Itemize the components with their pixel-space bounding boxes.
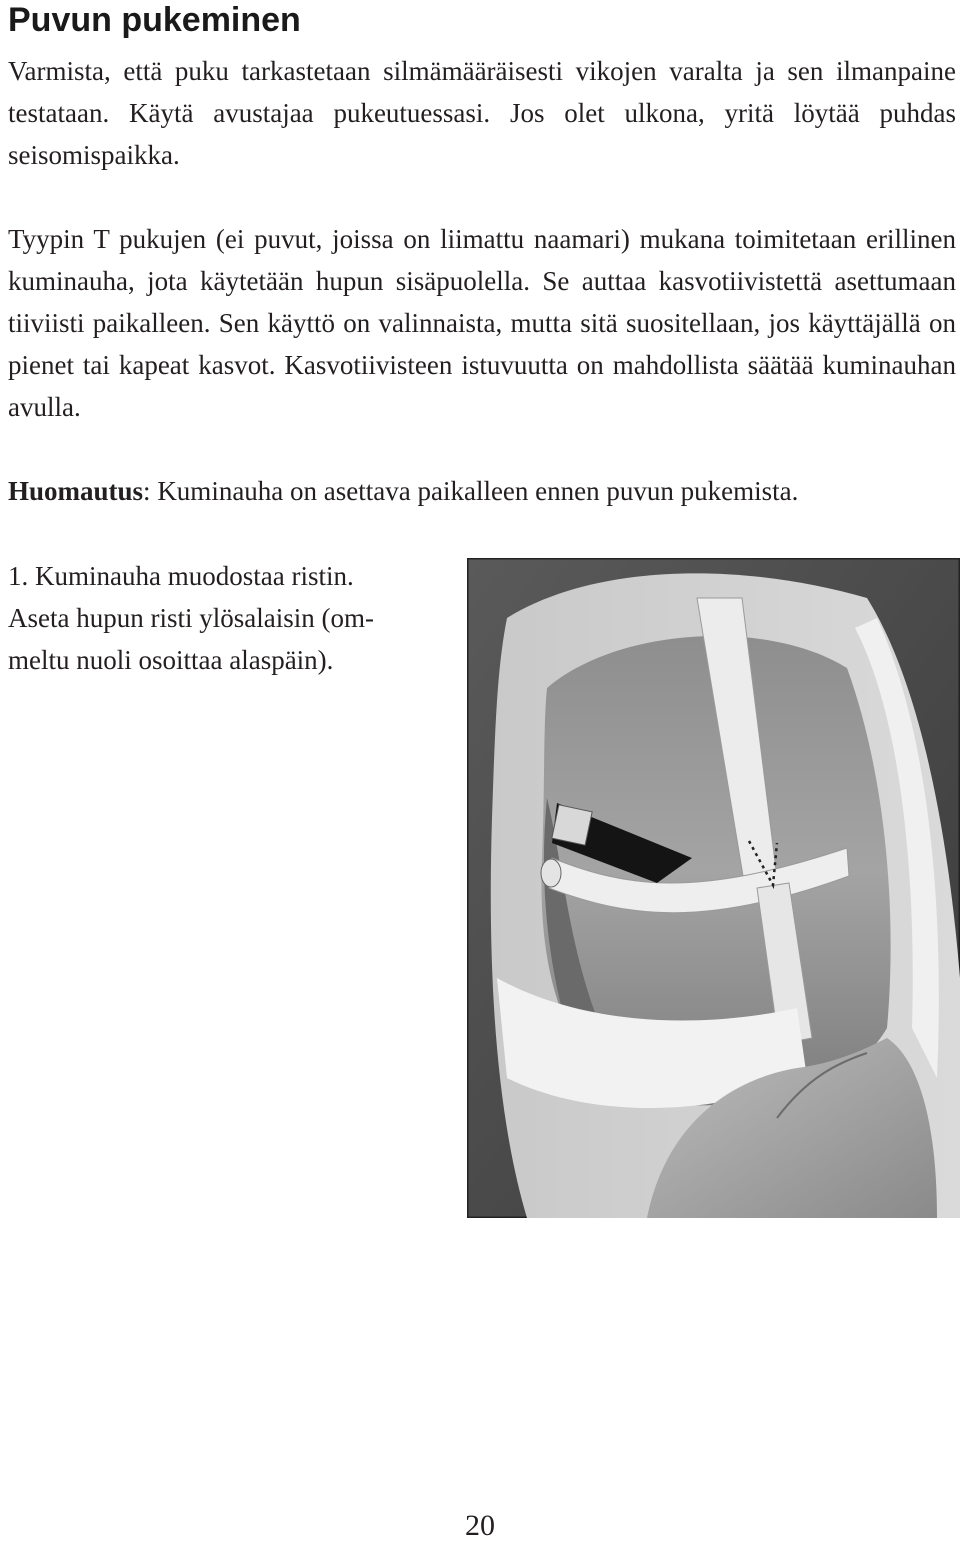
hood-interior-photo <box>467 558 960 1218</box>
step-1-instruction <box>8 555 428 681</box>
note-paragraph <box>8 470 956 512</box>
note-separator: : <box>143 476 151 506</box>
page-number: 20 <box>465 1509 495 1542</box>
step-line-1: 1. Kuminauha muodostaa ristin. <box>8 561 354 591</box>
intro-paragraph: Varmista, että puku tarkastetaan silmämääräisesti vikojen varalta ja sen ilmanpaine testataan. Käytä avustajaa pukeutuessasi. Jos olet ulkona, yritä löytää puhdas seisomispaikka. <box>8 56 956 170</box>
page-title: Puvun pukeminen <box>8 1 301 39</box>
rubber-band-paragraph: Tyypin T pukujen (ei puvut, joissa on liimattu naamari) mukana toimitetaan erillinen kuminauha, jota käytetään hupun sisäpuolella. Se auttaa kasvotiivistettä asettumaan tiiviisti paikalleen. Sen käyttö on valinnaista, mutta sitä suositellaan, jos käyttäjällä on pienet tai kapeat kasvot. Kasvotiivisteen istuvuutta on mahdollista säätää kuminauhan avulla. <box>8 224 956 422</box>
step-line-3: meltu nuoli osoittaa alaspäin). <box>8 645 334 675</box>
note-label: Huomautus <box>8 476 144 506</box>
step-line-2: Aseta hupun risti ylösalaisin (om- <box>8 603 374 633</box>
note-text: Kuminauha on asettava paikalleen ennen puvun pukemista. <box>150 476 799 506</box>
